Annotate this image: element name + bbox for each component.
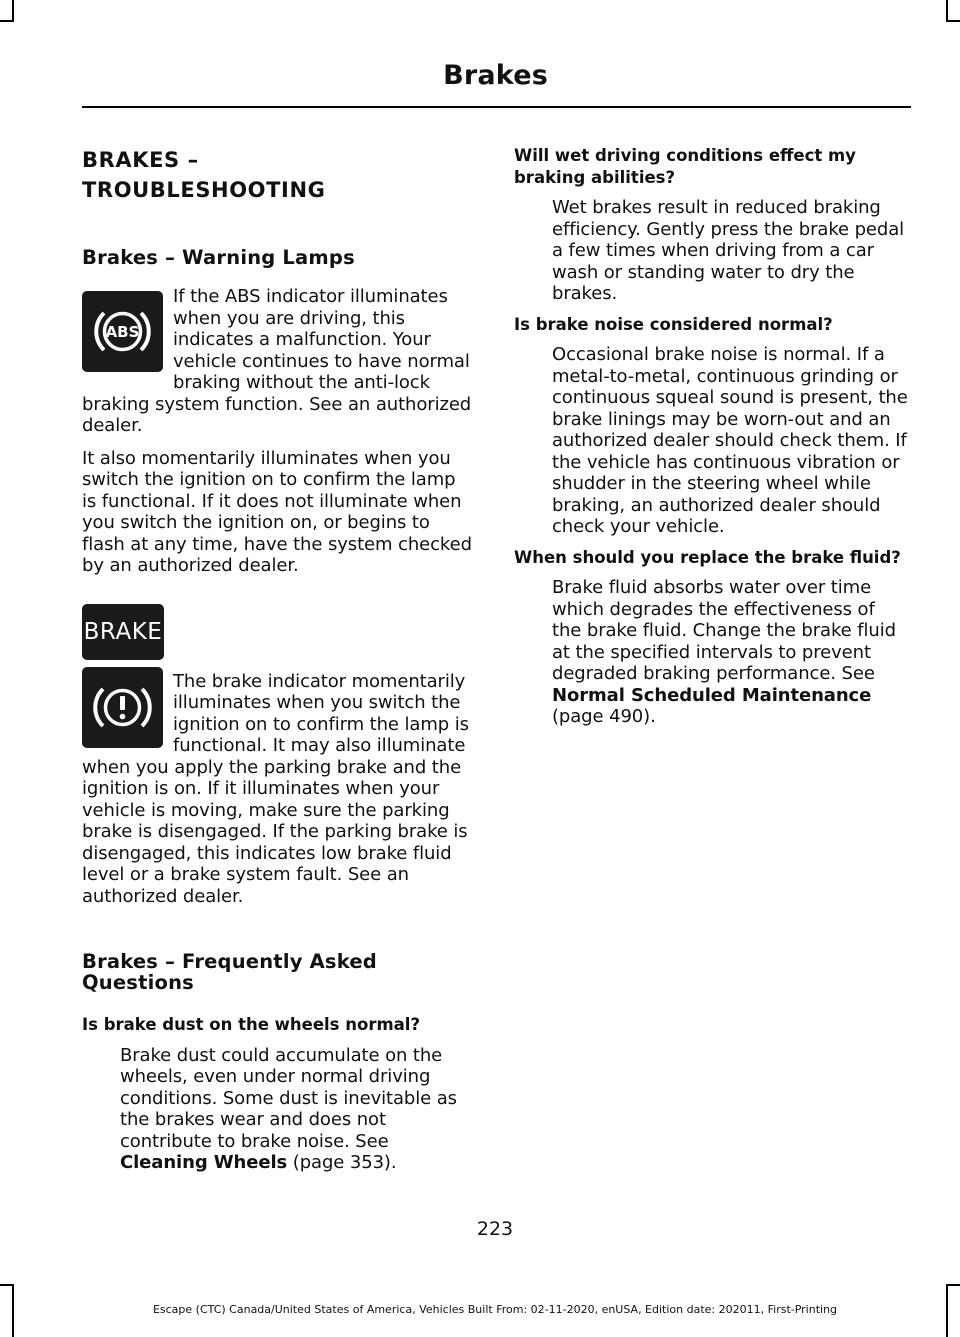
section-title-line-2: TROUBLESHOOTING [82, 178, 326, 202]
page-number: 223 [476, 1218, 514, 1240]
section-title [82, 145, 474, 205]
question-brake-fluid: When should you replace the brake fluid? [514, 547, 901, 567]
question-wet-conditions: Will wet driving conditions effect my braking abilities? [514, 146, 856, 187]
crop-mark [0, 20, 14, 22]
crop-mark [12, 0, 14, 22]
crop-mark [0, 1284, 14, 1286]
question-brake-noise: Is brake noise considered normal? [514, 314, 833, 334]
crop-mark [946, 1284, 960, 1286]
answer-brake-fluid [514, 577, 909, 728]
crop-mark [946, 0, 948, 22]
scheduled-maintenance-link[interactable]: Normal Scheduled Maintenance [552, 684, 872, 706]
header-divider [82, 106, 911, 108]
brake-warning-icon [82, 667, 163, 748]
brake-description: The brake indicator momentarily illuminates when you switch the ignition on to confirm the lamp is functional. It may also illuminate when you apply the parking brake and the ignition is on. If it illuminates when your vehicle is moving, make sure the parking brake is disengaged. If the parking brake is disengaged, this indicates low brake fluid level or a brake system fault. See an authorized dealer. [82, 670, 469, 907]
crop-mark [946, 20, 960, 22]
abs-block [82, 286, 474, 437]
brake-icon-text: BRAKE [83, 618, 163, 645]
answer-brake-dust-text: Brake dust could accumulate on the wheels, even under normal driving conditions. Some dust is inevitable as the brakes wear and does not contribute to brake noise. See [120, 1044, 457, 1152]
section-title-line-1: BRAKES – [82, 148, 199, 172]
cleaning-wheels-page-ref: (page 353). [287, 1152, 397, 1173]
answer-brake-dust [82, 1045, 474, 1174]
left-column [82, 145, 474, 1174]
abs-warning-icon [82, 291, 163, 372]
warning-lamps-heading: Brakes – Warning Lamps [82, 246, 355, 269]
brake-block [82, 667, 474, 908]
question-brake-dust: Is brake dust on the wheels normal? [82, 1015, 421, 1034]
right-column [514, 145, 909, 728]
chapter-title: Brakes [443, 60, 548, 91]
footer-note: Escape (CTC) Canada/United States of America, Vehicles Built From: 02-11-2020, enUSA, Edition date: 202011, First-Printing [152, 1303, 838, 1316]
svg-text:ABS: ABS [105, 323, 140, 341]
faq-heading: Brakes – Frequently Asked Questions [82, 950, 377, 994]
abs-description: If the ABS indicator illuminates when you are driving, this indicates a malfunction. Your vehicle continues to have normal braking without the anti-lock braking system function. See an authorized dealer. [82, 286, 472, 436]
answer-wet-conditions: Wet brakes result in reduced braking efficiency. Gently press the brake pedal a few times when driving from a car wash or standing water to dry the brakes. [552, 197, 905, 304]
cleaning-wheels-link[interactable]: Cleaning Wheels [120, 1152, 288, 1173]
scheduled-maintenance-page-ref: (page 490). [552, 706, 656, 727]
answer-brake-noise: Occasional brake noise is normal. If a metal-to-metal, continuous grinding or continuous squeal sound is present, the brake linings may be worn-out and an authorized dealer should check them. If the vehicle has continuous vibration or shudder in the steering wheel while braking, an authorized dealer should check your vehicle. [552, 344, 908, 537]
answer-brake-fluid-text: Brake fluid absorbs water over time which degrades the effectiveness of the brake fluid. Change the brake fluid at the specified intervals to prevent degraded braking performance. See [552, 577, 896, 684]
abs-check-description: It also momentarily illuminates when you switch the ignition on to confirm the lamp is functional. If it does not illuminate when you switch the ignition on, or begins to flash at any time, have the system checked by an authorized dealer. [82, 447, 472, 576]
brake-text-warning-icon [82, 604, 164, 660]
